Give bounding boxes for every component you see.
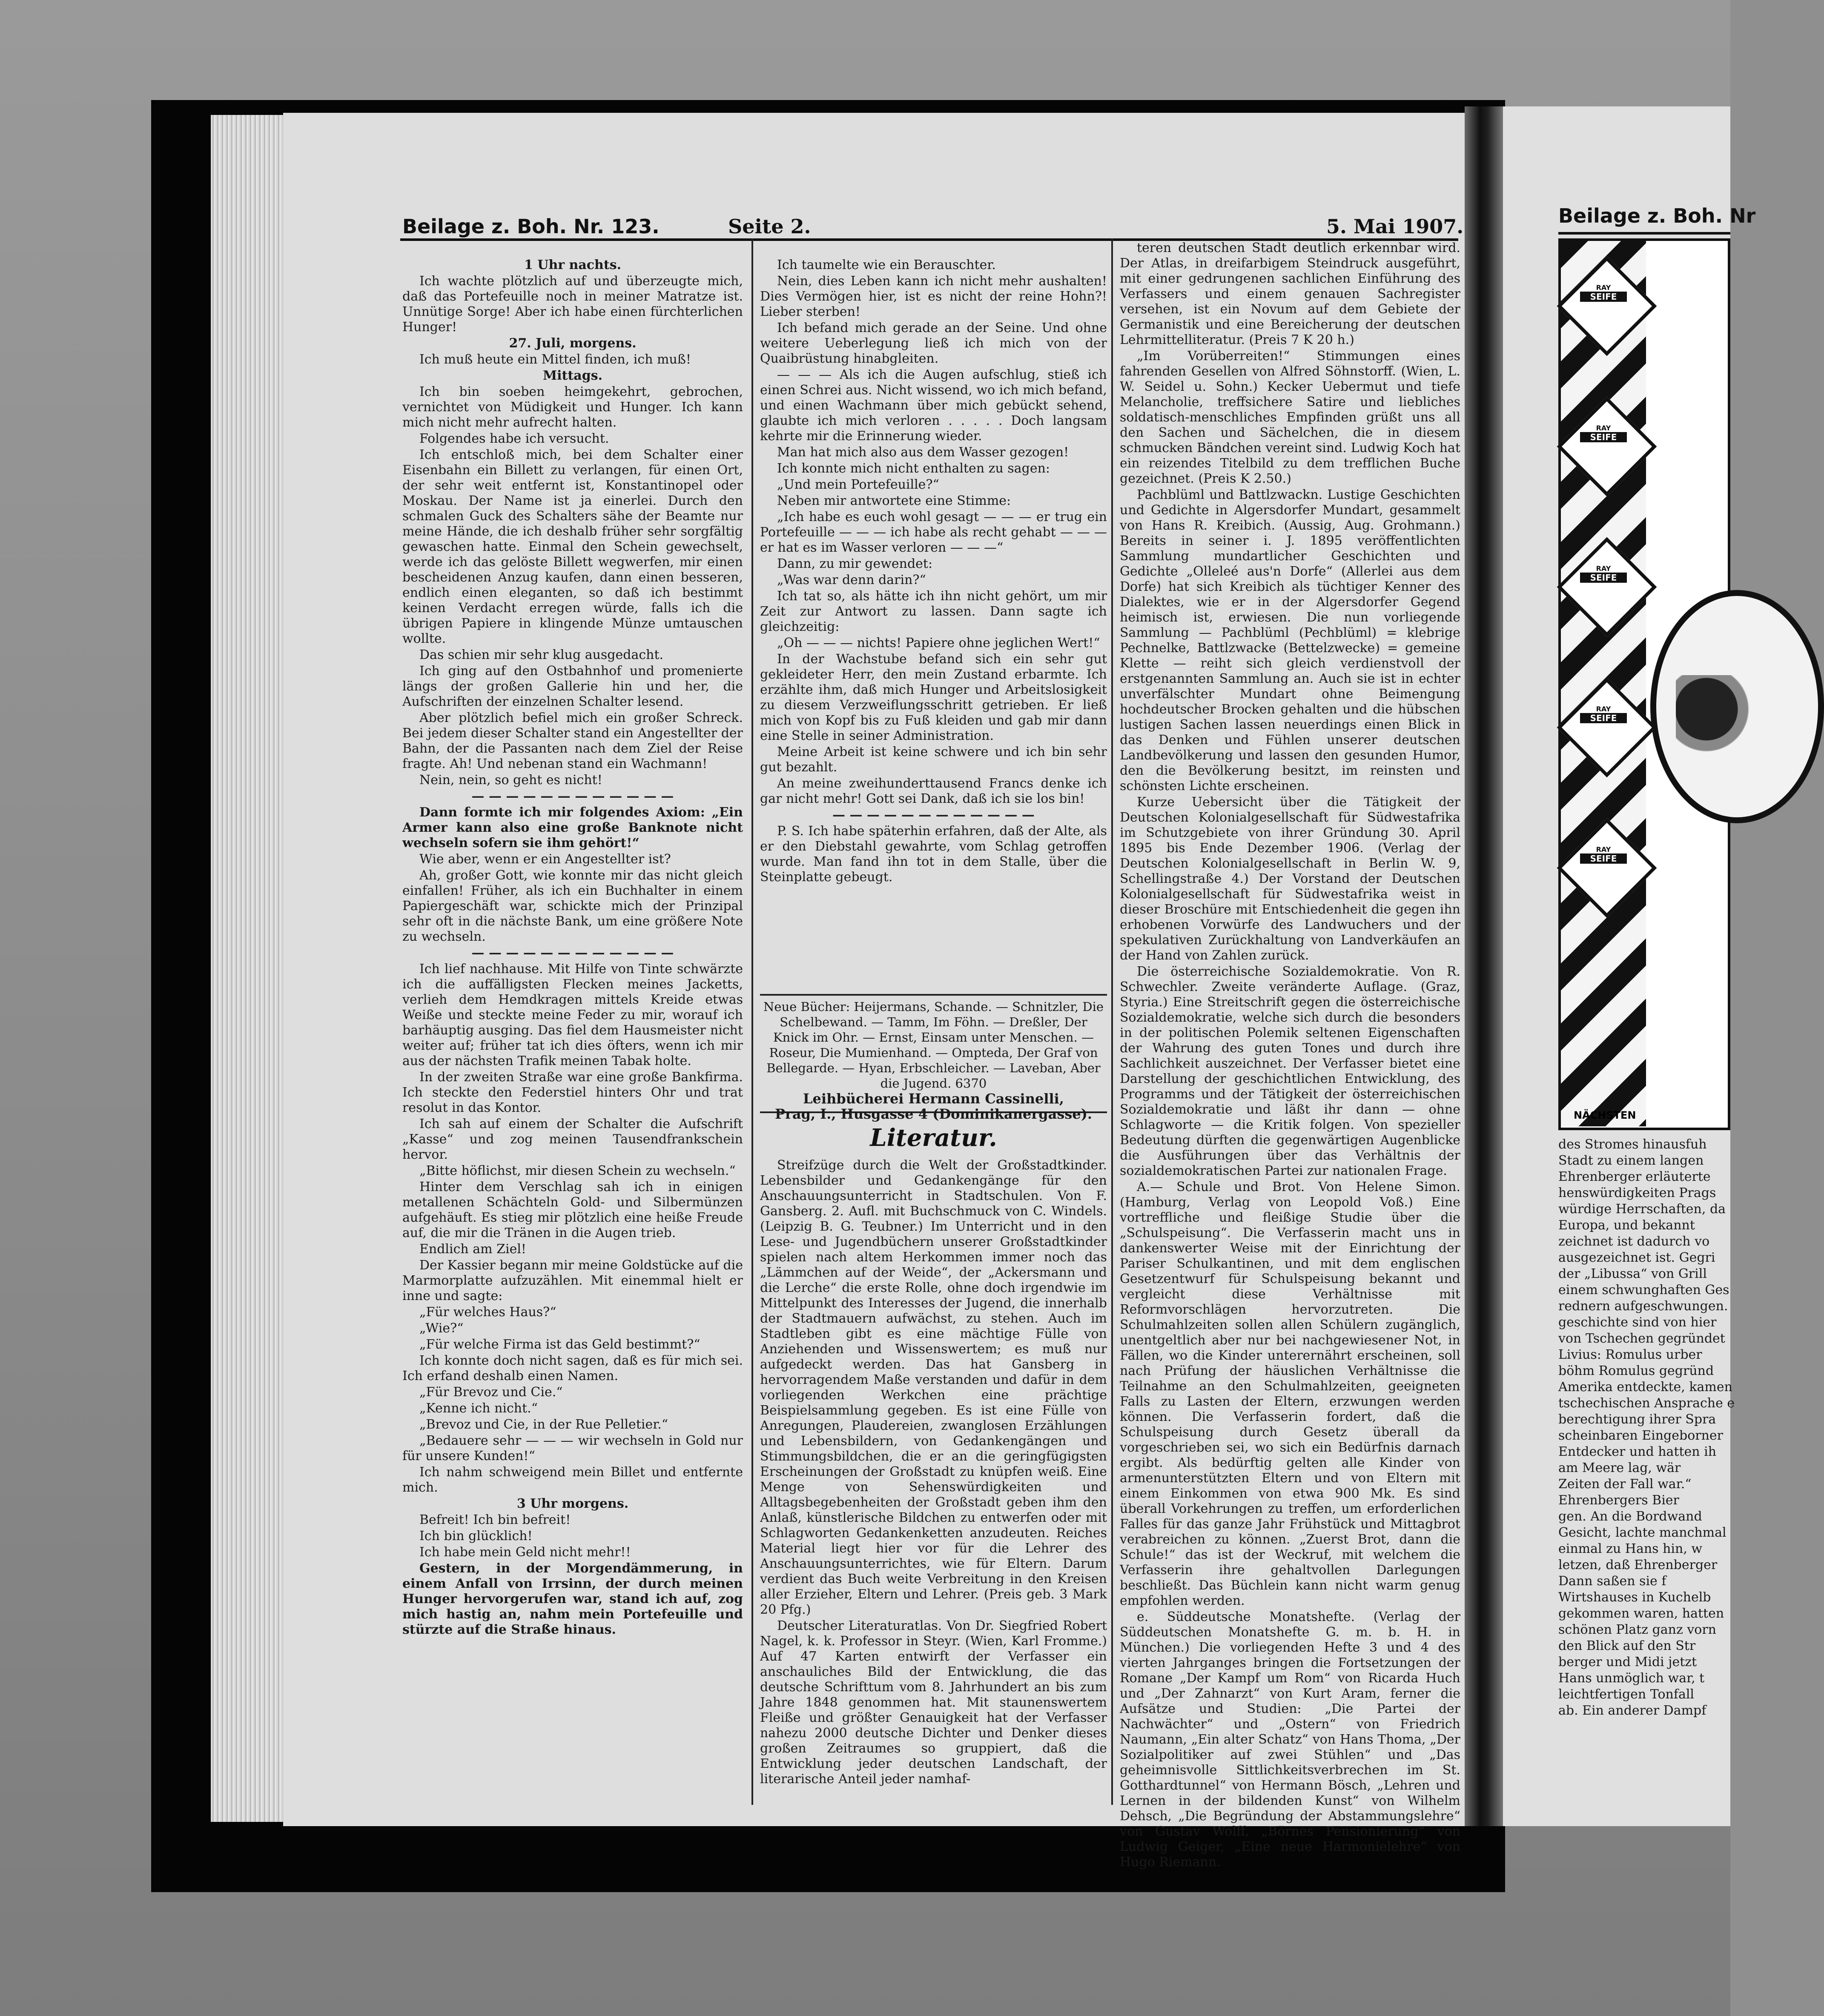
paragraph: „Für welche Firma ist das Geld bestimmt?“	[419, 1337, 700, 1352]
section-title-literatur: Literatur.	[870, 1124, 997, 1152]
text-line: henswürdigkeiten Prags	[1558, 1186, 1716, 1200]
text-line: leichtfertigen Tonfall	[1558, 1687, 1695, 1702]
paragraph: Das schien mir sehr klug ausgedacht.	[419, 647, 664, 662]
text-line: böhm Romulus gegründ	[1558, 1363, 1714, 1378]
text-line: Europa, und bekannt	[1558, 1218, 1695, 1233]
paragraph: Ich konnte doch nicht sagen, daß es für mich sei. Ich erfand deshalb einen Namen.	[402, 1353, 743, 1383]
paragraph: Die österreichische Sozialdemokratie. Von R. Schwechler. Zweite veränderte Auflage. (Graz, Styria.) Eine Streitschrift gegen die österreichische Sozialdemokratie, welche sich durch die besonders in der politischen Polemik seltenen Eigenschaften der Wahrung des guten Tones und durch ihre Sachlichkeit auszeichnet. Der Verfasser bietet eine Darstellung der geschichtlichen Entwicklung, des Programms und der Tätigkeit der österreichischen Sozialdemokratie und läßt ihr dann — ohne Schlagworte — die Kritik folgen. Von spezieller Bedeutung dürften die gegenwärtigen Augenblicke die Ausführungen über das Verhältnis der sozialdemokratischen Partei zur nationalen Frage.	[1120, 964, 1460, 1178]
text-line: einmal zu Hans hin, w	[1558, 1541, 1703, 1556]
paragraph: Ich entschloß mich, bei dem Schalter einer Eisenbahn ein Billett zu verlangen, für einen Ort, der sehr weit entfernt ist, Konstantinopel oder Moskau. Der Name ist ja einerlei. Durch den schmalen Guck des Schalters sähe der Beamte nur meine Hände, die ich deshalb früher sehr sorgfältig gewaschen hatte. Einmal den Schein gewechselt, werde ich das gelöste Billett wegwerfen, mir einen bescheidenen Anzug kaufen, dann einen besseren, endlich einen eleganten, so daß ich bestimmt keinen Verdacht erregen würde, falls ich die übrigen Papiere in klingende Münze umtauschen wollte.	[402, 447, 743, 646]
text-line: einem schwunghaften Ges	[1558, 1283, 1729, 1297]
right-newspaper-page	[1503, 106, 1756, 1826]
paragraph: „Oh — — — nichts! Papiere ohne jeglichen Wert!“	[777, 636, 1100, 650]
paragraph: Meine Arbeit ist keine schwere und ich bin sehr gut bezahlt.	[760, 745, 1107, 775]
paragraph: Endlich am Ziel!	[419, 1242, 526, 1257]
paragraph: Wie aber, wenn er ein Angestellter ist?	[419, 852, 671, 867]
paragraph: „Kenne ich nicht.“	[419, 1401, 538, 1416]
paragraph: teren deutschen Stadt deutlich erkennbar wird. Der Atlas, in dreifarbigem Steindruck ausgeführt, mit einer gedrungenen sachlichen Einführung des Verfassers und einem genauen Sachregister versehen, ist ein Novum auf dem Gebiete der Germanistik und eine Bereicherung der deutschen Lehrmittelliteratur. (Preis 7 K 20 h.)	[1120, 241, 1460, 347]
right-page-text	[1558, 1137, 1735, 1719]
paragraph: Nein, dies Leben kann ich nicht mehr aushalten! Dies Vermögen hier, ist es nicht der reine Hohn?! Lieber sterben!	[760, 274, 1107, 319]
literatur-review: Streifzüge durch die Welt der Großstadtkinder. Lebensbilder und Gedankengänge für den Anschauungsunterricht in Stadtschulen. Von F. Gansberg. 2. Aufl. mit Buchschmuck von C. Windels. (Leipzig B. G. Teubner.) Im Unterricht und in den Lese- und Jugendbüchern unserer Großstadtkinder spielen nach altem Herkommen immer noch das „Lämmchen auf der Weide“, der „Ackersmann und die Lerche“ die erste Rolle, ohne doch irgendwie im Mittelpunkt des Interesses der Jugend, die innerhalb der Stadtmauern aufwächst, zu stehen. Auch im Stadtleben gibt es eine mächtige Fülle von Anziehenden und Wissenswertem; es muß nur aufgedeckt werden. Das hat Gansberg in hervorragendem Maße verstanden und dafür in dem vorliegenden Werkchen eine prächtige Beispielsammlung gegeben. Es ist eine Fülle von Anregungen, Plaudereien, zwanglosen Erzählungen und Lebensbildern, von Gedankengängen und Stimmungsbildchen, die er an die geringfügigsten Erscheinungen der Großstadt zu knüpfen weiß. Eine Menge von Sehenswürdigkeiten und Alltagsbegebenheiten der Großstadt geben ihm den Anlaß, künstlerische Bildchen zu entwerfen oder mit Schlagworten Gedankenketten anzudeuten. Reiches Material liegt hier vor für die Lehrer des Anschauungsunterrichtes, wie für Eltern. Darum verdient das Buch weite Verbreitung in den Kreisen aller Erzieher, Eltern und Lehrer. (Preis geb. 3 Mark 20 Pfg.)	[760, 1158, 1107, 1617]
text-line: ausgezeichnet ist. Gegri	[1558, 1250, 1715, 1265]
text-line: gen. An die Bordwand	[1558, 1509, 1702, 1524]
text-line: gekommen waren, hatten	[1558, 1606, 1724, 1621]
text-line: scheinbaren Eingeborner	[1558, 1428, 1724, 1443]
text-line: Livius: Romulus urber	[1558, 1347, 1702, 1362]
paragraph: P. S. Ich habe späterhin erfahren, daß der Alte, als er den Diebstahl gewahrte, vom Schlag getroffen wurde. Man fand ihn tot in dem Stalle, über die Steinplatte gebeugt.	[760, 824, 1107, 885]
paragraph: Nein, nein, so geht es nicht!	[419, 773, 602, 788]
page-edges	[211, 115, 283, 1822]
paragraph: 27. Juli, morgens.	[509, 336, 637, 351]
paragraph: „Im Vorüberreiten!“ Stimmungen eines fahrenden Gesellen von Alfred Söhnstorff. (Wien, L. W. Seidel u. Sohn.) Kecker Uebermut und tiefe Melancholie, treffsichere Satire und liebliches soldatisch-menschliches Empfinden grüßt uns all den Sachen und Sächelchen, die in diesem schmucken Bändchen vereint sind. Ludwig Koch hat ein reizendes Titelbild zu dem trefflichen Buche gezeichnet. (Preis K 2.50.)	[1120, 349, 1460, 486]
paragraph: In der Wachstube befand sich ein sehr gut gekleideter Herr, den mein Zustand erbarmte. Ich erzählte ihm, daß mich Hunger und Arbeitslosigkeit zu diesem Verzweiflungsschritt getrieben. Er ließ mich von Kopf bis zu Fuß kleiden und gab mir dann eine Stelle in seiner Administration.	[760, 652, 1107, 743]
paragraph: Man hat mich also aus dem Wasser gezogen!	[777, 445, 1069, 460]
text-line: Ehrenberger erläuterte	[1558, 1169, 1711, 1184]
text-line: tschechischen Ansprache e	[1558, 1396, 1735, 1411]
text-line: berechtigung ihrer Spra	[1558, 1412, 1716, 1427]
literatur-text	[760, 1158, 1107, 1794]
paragraph: — — — — — — — — — — — —	[832, 808, 1035, 822]
paragraph: Neben mir antwortete eine Stimme:	[777, 493, 1011, 508]
advert-footer-text: NÄCHSTEN	[1574, 1109, 1636, 1121]
soap-advertisement	[1558, 238, 1730, 1130]
text-line: Wirtshauses in Kuchelb	[1558, 1590, 1711, 1605]
paragraph: Der Kassier begann mir meine Goldstücke auf die Marmorplatte aufzuzählen. Mit einemmal hielt er inne und sagte:	[402, 1258, 743, 1303]
paragraph: An meine zweihunderttausend Francs denke ich gar nicht mehr! Gott sei Dank, daß ich sie los bin!	[760, 776, 1107, 806]
column-1-text	[402, 258, 743, 1794]
literatur-review: Deutscher Literaturatlas. Von Dr. Siegfried Robert Nagel, k. k. Professor in Steyr. (Wien, Karl Fromme.) Auf 47 Karten entwirft der Verfasser ein anschauliches Bild der Entwicklung, die das deutsche Schrifttum vom 8. Jahrhundert an bis zum Jahre 1848 genommen hat. Mit staunenswertem Fleiße und größter Genauigkeit hat der Verfasser nahezu 2000 deutsche Dichter und Denker dieses großen Zeitraumes so gruppiert, daß die Entwicklung jeder deutschen Landschaft, der literarische Anteil jeder namhaf-	[760, 1618, 1107, 1787]
paragraph: Folgendes habe ich versucht.	[419, 431, 609, 446]
paragraph: e. Süddeutsche Monatshefte. (Verlag der Süddeutschen Monatshefte G. m. b. H. in München.) Die vorliegenden Hefte 3 und 4 des vierten Jahrganges bringen die Fortsetzungen der Romane „Der Kampf um Rom“ von Ricarda Huch und „Der Zahnarzt“ von Kurt Aram, ferner die Aufsätze und Studien: „Die Partei der Nachwächter“ und „Ostern“ von Friedrich Naumann, „Ein alter Schatz“ von Hans Thoma, „Der Sozialpolitiker auf zwei Stühlen“ und „Das geheimnisvolle Sittlichkeitsverbrechen im St. Gotthardtunnel“ von Hermann Bösch, „Lehren und Lernen in der bildenden Kunst“ von Wilhelm Dehsch, „Die Begründung der Abstammungslehre“ von Gustav Wolff, „Börnes Pensionierung“ von Ludwig Geiger, „Eine neue Harmonielehre“ von Hugo Riemann.	[1120, 1609, 1460, 1870]
paragraph: Ich nahm schweigend mein Billet und entfernte mich.	[402, 1465, 743, 1495]
paragraph: Gestern, in der Morgendämmerung, in einem Anfall von Irrsinn, der durch meinen Hunger hervorgerufen war, stand ich auf, zog mich hastig an, nahm mein Portefeuille und stürzte auf die Straße hinaus.	[402, 1561, 743, 1637]
brand-label: RAY SEIFE	[1580, 845, 1627, 864]
paragraph: „Bedauere sehr — — — wir wechseln in Gold nur für unsere Kunden!“	[402, 1433, 743, 1463]
paragraph: Ich ging auf den Ostbahnhof und promenierte längs der großen Gallerie hin und her, die Aufschriften der einzelnen Schalter lesend.	[402, 664, 743, 709]
right-page-header: Beilage z. Boh. Nr	[1558, 204, 1756, 227]
text-line: Dann saßen sie f	[1558, 1574, 1666, 1589]
paragraph: Ich wachte plötzlich auf und überzeugte mich, daß das Portefeuille noch in meiner Matratze ist. Unnütige Sorge! Aber ich habe einen fürchterlichen Hunger!	[402, 274, 743, 335]
paragraph: Ich taumelte wie ein Berauschter.	[777, 258, 996, 272]
column-2-text	[760, 258, 1107, 990]
text-line: Ehrenbergers Bier	[1558, 1493, 1679, 1508]
paragraph: Kurze Uebersicht über die Tätigkeit der Deutschen Kolonialgesellschaft für Südwestafrika im Schutzgebiete von ihrer Gründung 30. April 1895 bis Ende Dezember 1906. (Verlag der Deutschen Kolonialgesellschaft in Berlin W. 9, Schellingstraße 4.) Der Vorstand der Deutschen Kolonialgesellschaft für Südwestafrika weist in dieser Broschüre mit Entschiedenheit die gegen ihn erhobenen Vorwürfe des Landwuchers und der spekulativen Zurückhaltung von Landverkäufen an der Hand von Zahlen zurück.	[1120, 795, 1460, 963]
text-line: der „Libussa“ von Grill	[1558, 1266, 1707, 1281]
paragraph: Ich tat so, als hätte ich ihn nicht gehört, um mir Zeit zur Antwort zu lassen. Dann sagte ich gleichzeitig:	[760, 589, 1107, 634]
paragraph: „Was war denn darin?“	[777, 573, 926, 587]
paragraph: Dann, zu mir gewendet:	[777, 556, 933, 571]
text-line: Stadt zu einem langen	[1558, 1153, 1704, 1168]
text-line: den Blick auf den Str	[1558, 1638, 1696, 1653]
text-line: von Tschechen gegründet	[1558, 1331, 1725, 1346]
column-divider-1	[751, 238, 753, 1805]
right-header-rule	[1558, 232, 1730, 235]
text-line: rednern aufgeschwungen.	[1558, 1299, 1728, 1314]
brand-label: RAY SEIFE	[1580, 705, 1627, 723]
text-line: letzen, daß Ehrenberger	[1558, 1558, 1718, 1572]
rooster-illustration	[1676, 675, 1752, 760]
text-line: Amerika entdeckte, kamen	[1558, 1380, 1732, 1395]
column-divider-2	[1111, 238, 1113, 1805]
text-line: zeichnet ist dadurch vo	[1558, 1234, 1710, 1249]
text-line: Gesicht, lachte manchmal	[1558, 1525, 1726, 1540]
text-line: ab. Ein anderer Dampf	[1558, 1703, 1706, 1718]
text-line: schönen Platz ganz vorn	[1558, 1622, 1717, 1637]
paragraph: Hinter dem Verschlag sah ich in einigen metallenen Schächteln Gold- und Silbermünzen aufgehäuft. Es stieg mir plötzlich eine heiße Freude auf, die mir die Tränen in die Augen trieb.	[402, 1180, 743, 1240]
paragraph: Ich habe mein Geld nicht mehr!!	[419, 1545, 631, 1560]
paragraph: — — — — — — — — — — — —	[471, 945, 674, 960]
advert-text: Neue Bücher: Heijermans, Schande. — Schnitzler, Die Schelbewand. — Tamm, Im Föhn. — Dreßler, Der Knick im Ohr. — Ernst, Einsam unter Menschen. — Roseur, Die Mumienhand. — Ompteda, Der Graf von Bellegarde. — Hyan, Erbschleicher. — Laveban, Aber die Jugend. 6370	[763, 999, 1104, 1091]
paragraph: Ich lief nachhause. Mit Hilfe von Tinte schwärzte ich die auffälligsten Flecken meines Jacketts, verlieh dem Hemdkragen mittels Kreide etwas Weiße und steckte meine Feder zu mir, worauf ich barhäuptig ausging. Das fiel dem Hausmeister nicht weiter auf; früher tat ich dies öfters, wenn ich mir aus der nächsten Trafik meinen Tabak holte.	[402, 962, 743, 1068]
paragraph: Ich befand mich gerade an der Seine. Und ohne weitere Ueberlegung ließ ich mich von der Quaibrüstung hinabgleiten.	[760, 321, 1107, 366]
paragraph: Ich bin glücklich!	[419, 1529, 533, 1544]
paragraph: 3 Uhr morgens.	[516, 1496, 629, 1511]
advert-library-name: Leihbücherei Hermann Cassinelli,	[803, 1091, 1064, 1107]
paragraph: „Für Brevoz und Cie.“	[419, 1385, 563, 1400]
paragraph: Ich bin soeben heimgekehrt, gebrochen, vernichtet von Müdigkeit und Hunger. Ich kann mich nicht mehr aufrecht halten.	[402, 384, 743, 430]
paragraph: Aber plötzlich befiel mich ein großer Schreck. Bei jedem dieser Schalter stand ein Angestellter der Bahn, der die Passanten nach dem Ziel der Reise fragte. Ah! Und nebenan stand ein Wachmann!	[402, 710, 743, 771]
text-line: des Stromes hinausfuh	[1558, 1137, 1707, 1152]
book-advertisement	[760, 994, 1107, 1122]
paragraph: „Ich habe es euch wohl gesagt — — — er trug ein Portefeuille — — — ich habe als recht gehabt — — — er hat es im Wasser verloren — — —“	[760, 510, 1107, 555]
paragraph: „Und mein Portefeuille?“	[777, 477, 939, 492]
column-3-text	[1120, 241, 1460, 1870]
advert-library-address: Prag, I., Husgasse 4 (Dominikanergasse).	[774, 1106, 1093, 1122]
book-gutter	[1465, 106, 1503, 1826]
paragraph: In der zweiten Straße war eine große Bankfirma. Ich steckte den Federstiel hinters Ohr und trat resolut in das Kontor.	[402, 1070, 743, 1115]
paragraph: Pachblüml und Battlzwackn. Lustige Geschichten und Gedichte in Algersdorfer Mundart, gesammelt von Hans R. Kreibich. (Aussig, Aug. Grohmann.) Bereits in seiner i. J. 1895 veröffentlichten Sammlung mundartlicher Geschichten und Gedichte „Olleleé aus'n Dorfe“ (Allerlei aus dem Dorfe) hat sich Kreibich als tüchtiger Kenner des Dialektes, wie er in der Algersdorfer Gegend heimisch ist, erwiesen. Die nun vorliegende Sammlung — Pachblüml (Pechblüml) = klebrige Pechnelke, Battlzwacke (Bettelzwecke) = gemeine Klette — reiht sich gleich verdienstvoll der erstgenannten Sammlung an. Auch sie ist in echter unverfälschter Mundart ohne Beimengung hochdeutscher Brocken gehalten und die hübschen lustigen Sachen lassen neuerdings einen Blick in das Denken und Fühlen unserer deutschen Landbevölkerung und lassen den gesunden Humor, den die Bevölkerung besitzt, im reinsten und schönsten Lichte erscheinen.	[1120, 487, 1460, 793]
page-header-left: Beilage z. Boh. Nr. 123.	[402, 215, 660, 238]
paragraph: Ah, großer Gott, wie konnte mir das nicht gleich einfallen! Früher, als ich ein Buchhalter in einem Papiergeschäft war, schickte mich der Prinzipal sehr oft in die nächste Bank, um eine größere Note zu wechseln.	[402, 868, 743, 944]
paragraph: A.— Schule und Brot. Von Helene Simon. (Hamburg, Verlag von Leopold Voß.) Eine vortreffliche und fleißige Studie über die „Schulspeisung“. Die Verfasserin macht uns in dankenswerter Weise mit der Einrichtung der Pariser Schulkantinen, und mit dem englischen Gesetzentwurf für Schulspeisung bekannt und vergleicht diese Verhältnisse mit Reformvorschlägen hervorzutreten. Die Schulmahlzeiten sollen allen Schülern zugänglich, unentgeltlich aber nur bei nachgewiesener Not, in Fällen, wo die Kinder unterernährt erscheinen, soll nach Prüfung der häuslichen Verhältnisse die Teilnahme an den Schulmahlzeiten, geeigneten Falls zu Lasten der Eltern, erzwungen werden können. Die Verfasserin fordert, daß die Schulspeisung durch Gesetz überall da vorgeschrieben sei, wo sich ein Bedürfnis darnach ergibt. Als bedürftig gelten alle Kinder von armenunterstützten Eltern und von Eltern mit einem Einkommen von etwa 900 Mk. Es sind überall Vorkehrungen zu treffen, um erforderlichen Falles für das ganze Jahr Frühstück und Mittagbrot verabreichen zu können. „Zuerst Brot, dann die Schule!“ das ist der Weckruf, mit welchem die Verfasserin ihre gehaltvollen Darlegungen beschließt. Das Büchlein kann nicht warm genug empfohlen werden.	[1120, 1180, 1460, 1608]
brand-label: RAY SEIFE	[1580, 424, 1627, 442]
text-line: würdige Herrschaften, da	[1558, 1202, 1726, 1217]
text-line: Hans unmöglich war, t	[1558, 1671, 1705, 1686]
page-header-center: Seite 2.	[728, 215, 811, 238]
text-line: berger und Midi jetzt	[1558, 1655, 1697, 1670]
paragraph: Mittags.	[542, 368, 603, 383]
paragraph: „Wie?“	[419, 1321, 464, 1336]
paragraph: — — — — — — — — — — — —	[471, 789, 674, 804]
page-header-date: 5. Mai 1907.	[1326, 215, 1464, 238]
paragraph: — — — Als ich die Augen aufschlug, stieß ich einen Schrei aus. Nicht wissend, wo ich mich befand, und einen Wachmann über mich gebückt sehend, glaubte ich mich verloren . . . . . Doch langsam kehrte mir die Erinnerung wieder.	[760, 367, 1107, 444]
paragraph: „Bitte höflichst, mir diesen Schein zu wechseln.“	[419, 1163, 736, 1178]
text-line: Zeiten der Fall war.“	[1558, 1477, 1692, 1492]
paragraph: Ich konnte mich nicht enthalten zu sagen:	[777, 461, 1050, 476]
brand-label: RAY SEIFE	[1580, 284, 1627, 302]
paragraph: „Für welches Haus?“	[419, 1305, 556, 1320]
text-line: am Meere lag, wär	[1558, 1460, 1681, 1475]
paragraph: Dann formte ich mir folgendes Axiom: „Ein Armer kann also eine große Banknote nicht wechseln sofern sie ihm gehört!“	[402, 805, 743, 850]
brand-label: RAY SEIFE	[1580, 564, 1627, 583]
paragraph: Befreit! Ich bin befreit!	[419, 1512, 571, 1527]
paragraph: Ich muß heute ein Mittel finden, ich muß!	[419, 352, 691, 367]
text-line: geschichte sind von hier	[1558, 1315, 1717, 1330]
text-line: Entdecker und hatten ih	[1558, 1444, 1717, 1459]
paragraph: Ich sah auf einem der Schalter die Aufschrift „Kasse“ und zog meinen Tausendfrankschein hervor.	[402, 1117, 743, 1162]
paragraph: 1 Uhr nachts.	[524, 258, 622, 272]
paragraph: „Brevoz und Cie, in der Rue Pelletier.“	[419, 1417, 668, 1432]
